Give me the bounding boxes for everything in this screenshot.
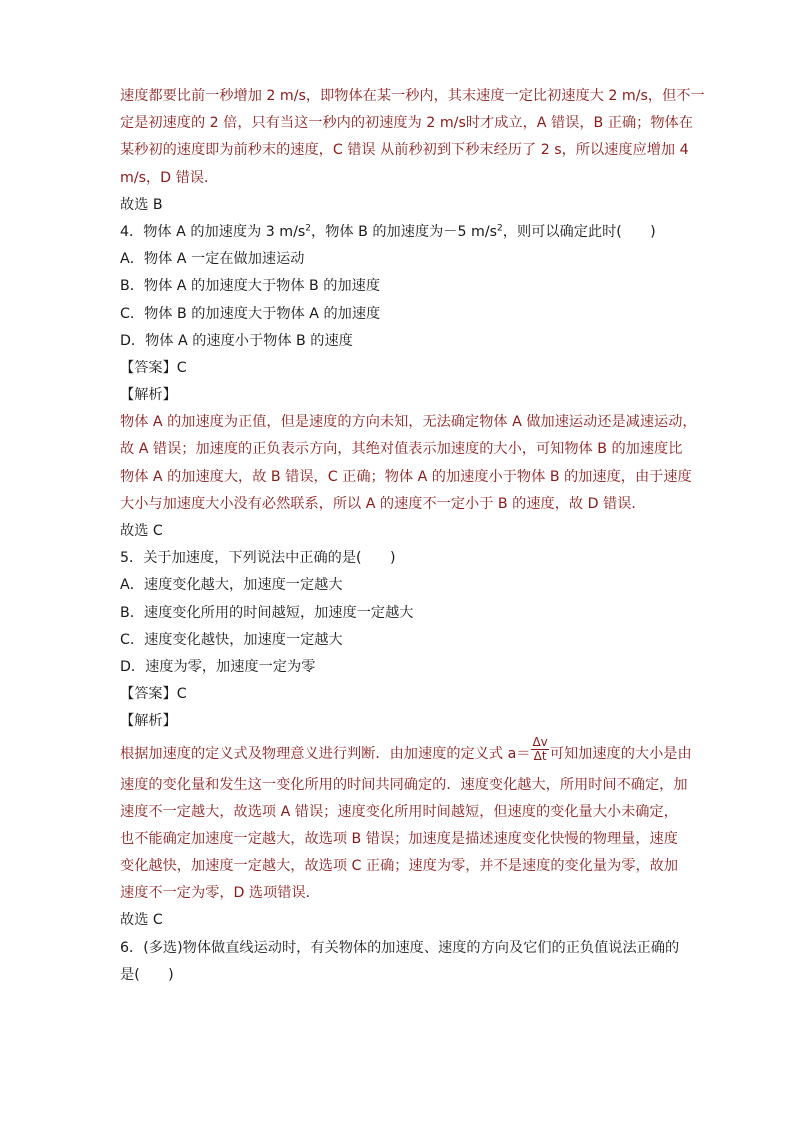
q6-stem-line: 6．(多选)物体做直线运动时，有关物体的加速度、速度的方向及它们的正负值说法正确的 <box>120 939 680 956</box>
q5-option-c: C．速度变化越快，加速度一定越大 <box>120 631 343 648</box>
q5-option-b: B．速度变化所用的时间越短，加速度一定越大 <box>120 604 414 621</box>
analysis-line: 大小与加速度大小没有必然联系，所以 A 的速度不一定小于 B 的速度，故 D 错误． <box>120 495 646 512</box>
analysis-line: 速度不一定为零，D 选项错误． <box>120 885 320 902</box>
document-page <box>120 83 705 989</box>
q4-stem: 4．物体 A 的加速度为 3 $m/s^2$，物体 B 的加速度为－5 $m/s^2$，则可以确定此时( ) <box>120 223 656 240</box>
q4-option-b: B．物体 A 的加速度大于物体 B 的加速度 <box>120 278 381 295</box>
q5-option-d: D．速度为零，加速度一定为零 <box>120 658 316 675</box>
analysis-line: m/s，D 错误． <box>120 169 219 186</box>
q5-formula-line: 根据加速度的定义式及物理意义进行判断．由加速度的定义式 a＝ $\frac{\Delta v}{\Delta t}$ 可知加速度的大小是由 <box>120 735 692 763</box>
q3-analysis <box>120 83 705 192</box>
analysis-line: 故 A 错误；加速度的正负表示方向，其绝对值表示加速度的大小，可知物体 B 的加速度比 <box>120 441 683 458</box>
q5-choice: 故选 C <box>120 912 163 929</box>
analysis-line: 某秒初的速度即为前秒末的速度，C 错误 从前秒初到下秒末经历了 2 s，所以速度应增加 4 <box>120 142 689 159</box>
analysis-line: 物体 A 的加速度大，故 B 错误，C 正确；物体 A 的加速度小于物体 B 的加速度，由于速度 <box>120 468 692 485</box>
analysis-line: 物体 A 的加速度为正值，但是速度的方向未知，无法确定物体 A 做加速运动还是减速运动， <box>120 414 697 431</box>
q5-analysis <box>120 772 690 908</box>
q4-analysis <box>120 409 697 518</box>
q5-stem: 5．关于加速度，下列说法中正确的是( ) <box>120 550 396 567</box>
analysis-line: 速度的变化量和发生这一变化所用的时间共同确定的．速度变化越大，所用时间不确定，加 <box>120 776 688 793</box>
acceleration-fraction: $\frac{\Delta v}{\Delta t}$ <box>532 735 548 763</box>
analysis-line: 变化越快，加速度一定越大，故选项 C 正确；速度为零，并不是速度的变化量为零，故加 <box>120 858 679 875</box>
analysis-line: 定是初速度的 2 倍，只有当这一秒内的初速度为 2 m/s时才成立，A 错误，B 正确；物体在 <box>120 115 693 132</box>
q4-answer: 【答案】C <box>120 359 187 376</box>
analysis-line: 速度不一定越大，故选项 A 错误；速度变化所用时间越短，但速度的变化量大小未确定， <box>120 803 678 820</box>
q4-choice: 故选 C <box>120 523 163 539</box>
analysis-line: 也不能确定加速度一定越大，故选项 B 错误；加速度是描述速度变化快慢的物理量，速度 <box>120 830 678 847</box>
q4-option-c: C．物体 B 的加速度大于物体 A 的加速度 <box>120 305 381 322</box>
q4-analysis-label: 【解析】 <box>120 387 177 404</box>
q4-option-d: D．物体 A 的速度小于物体 B 的速度 <box>120 332 353 349</box>
q5-analysis-label: 【解析】 <box>120 713 177 730</box>
q4-option-a: A．物体 A 一定在做加速运动 <box>120 251 305 268</box>
analysis-line: 速度都要比前一秒增加 2 m/s，即物体在某一秒内，其末速度一定比初速度大 2 m/s，但不一 <box>120 88 705 104</box>
q3-choice: 故选 B <box>120 196 163 213</box>
q5-answer: 【答案】C <box>120 686 187 703</box>
q5-option-a: A．速度变化越大，加速度一定越大 <box>120 577 343 594</box>
q6-stem-line: 是( ) <box>120 966 174 983</box>
